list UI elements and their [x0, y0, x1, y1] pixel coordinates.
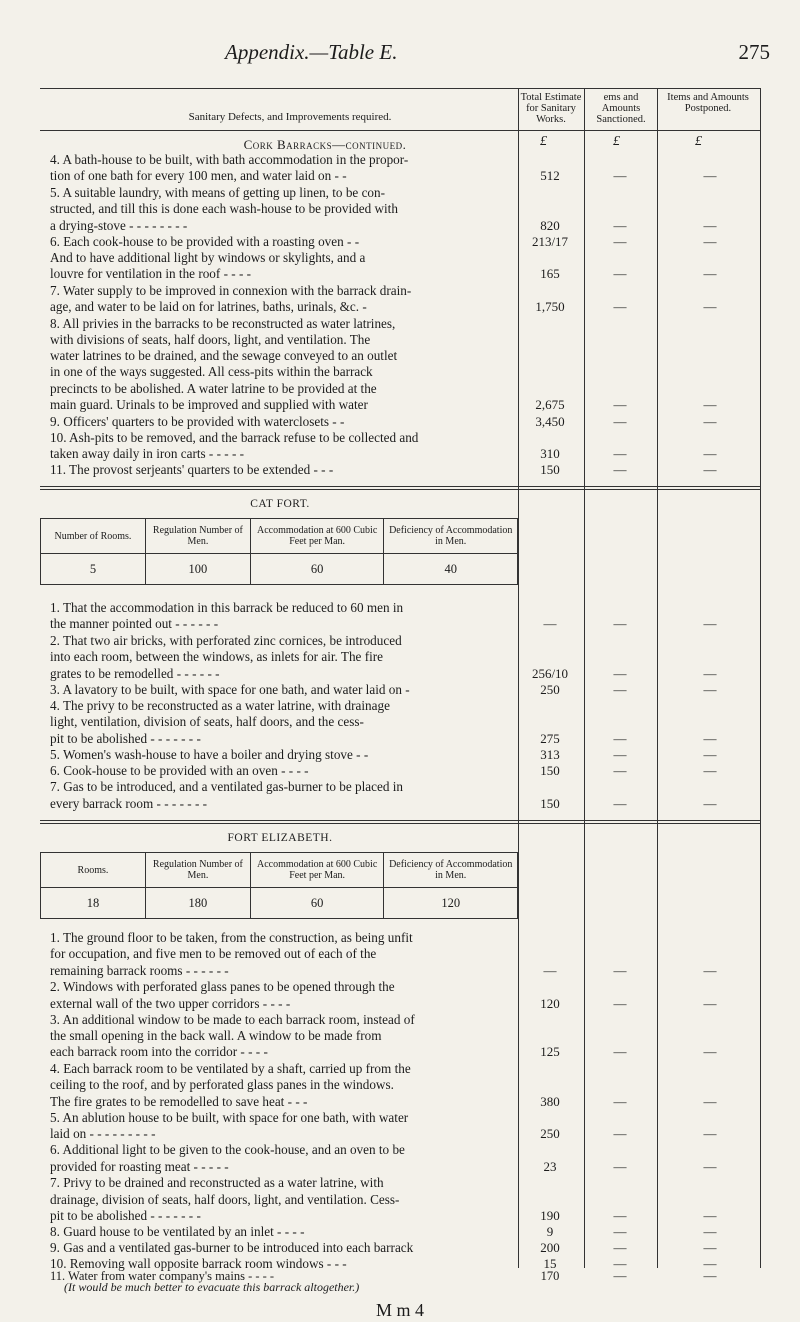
dash-mark: —: [613, 1268, 627, 1283]
dash-mark: —: [703, 218, 717, 233]
dash-mark: —: [703, 299, 717, 314]
table-cell: 180: [145, 888, 250, 919]
dash-mark: —: [613, 1044, 627, 1059]
dash-mark: —: [703, 234, 717, 249]
fort-elizabeth-line: 9. Gas and a ventilated gas-burner to be introduced into each barrack: [50, 1240, 414, 1255]
fort-elizabeth-line: 10. Removing wall opposite barrack room windows - - -: [50, 1256, 347, 1271]
dash-mark: —: [703, 796, 717, 811]
dash-mark: —: [703, 266, 717, 281]
cork-line: And to have additional light by windows or skylights, and a: [50, 250, 366, 265]
column-header-sanctioned: ems and Amounts Sanctioned.: [596, 92, 646, 125]
table-header: Rooms.: [41, 853, 146, 888]
cork-amount: 310: [540, 446, 560, 461]
currency-postponed: £: [695, 134, 702, 149]
fort-elizabeth-last-amount: 170: [540, 1269, 560, 1283]
cat-fort-line: 6. Cook-house to be provided with an oven - - - -: [50, 763, 309, 778]
cork-line: 6. Each cook-house to be provided with a roasting oven - -: [50, 234, 360, 249]
right-edge-rule: [760, 88, 761, 1268]
table-cell: 60: [250, 554, 384, 585]
dash-mark: —: [703, 763, 717, 778]
cat-fort-amount: 256/10: [531, 666, 569, 681]
dash-mark: —: [703, 1240, 717, 1255]
table-header: Regulation Number of Men.: [145, 853, 250, 888]
dash-mark: —: [703, 996, 717, 1011]
fort-elizabeth-line: 7. Privy to be drained and reconstructed as a water latrine, with: [50, 1175, 384, 1190]
dash-mark: —: [703, 1094, 717, 1109]
dash-mark: —: [613, 747, 627, 762]
cork-amount: 150: [540, 462, 560, 477]
cat-fort-line: 2. That two air bricks, with perforated zinc cornices, be introduced: [50, 633, 402, 648]
column-divider-1: [518, 88, 519, 1268]
dash-mark: —: [613, 1159, 627, 1174]
cat-fort-amount: 313: [540, 747, 560, 762]
cork-line: 8. All privies in the barracks to be reconstructed as water latrines,: [50, 316, 396, 331]
dash-mark: —: [613, 299, 627, 314]
fort-elizabeth-title: FORT ELIZABETH.: [227, 832, 333, 844]
table-cell: 60: [250, 888, 384, 919]
dash-mark: —: [613, 666, 627, 681]
cat-fort-line: pit to be abolished - - - - - - -: [50, 731, 201, 746]
cork-line: water latrines to be drained, and the sewage conveyed to an outlet: [50, 348, 398, 363]
cork-line: with divisions of seats, half doors, light, and ventilation. The: [50, 332, 371, 347]
fort-elizabeth-last-line: 11. Water from water company's mains - - - -: [50, 1269, 275, 1283]
dash-mark: —: [613, 446, 627, 461]
cork-amount: 213/17: [531, 234, 569, 249]
table-top-rule: [40, 88, 760, 89]
cork-line: precincts to be abolished. A water latrine to be provided at the: [50, 381, 377, 396]
dash-mark: —: [613, 996, 627, 1011]
dash-mark: —: [613, 1256, 627, 1271]
dash-mark: —: [703, 446, 717, 461]
cat-fort-line: 4. The privy to be reconstructed as a water latrine, with drainage: [50, 698, 390, 713]
fort-elizabeth-line: remaining barrack rooms - - - - - -: [50, 963, 229, 978]
cork-line: 4. A bath-house to be built, with bath accommodation in the propor-: [50, 152, 409, 167]
fort-elizabeth-line: external wall of the two upper corridors - - - -: [50, 996, 291, 1011]
fort-elizabeth-line: pit to be abolished - - - - - - -: [50, 1208, 201, 1223]
cork-amount: 820: [540, 218, 560, 233]
cork-line: tion of one bath for every 100 men, and water laid on - -: [50, 168, 347, 183]
fort-elizabeth-line: for occupation, and five men to be removed out of each of the: [50, 946, 377, 961]
dash-mark: —: [543, 963, 557, 978]
dash-mark: —: [613, 462, 627, 477]
dash-mark: —: [703, 1208, 717, 1223]
cork-line: 11. The provost serjeants' quarters to be extended - - -: [50, 462, 334, 477]
column-divider-3: [657, 88, 658, 1268]
fort-elizabeth-amount: 120: [540, 996, 560, 1011]
fort-elizabeth-line: 8. Guard house to be ventilated by an inlet - - - -: [50, 1224, 305, 1239]
cork-line: in one of the ways suggested. All cess-pits within the barrack: [50, 364, 373, 379]
table-header: Deficiency of Accommodation in Men.: [384, 519, 518, 554]
dash-mark: —: [613, 963, 627, 978]
fort-elizabeth-line: provided for roasting meat - - - - -: [50, 1159, 229, 1174]
dash-mark: —: [613, 1224, 627, 1239]
cat-fort-title: CAT FORT.: [250, 498, 310, 510]
fort-elizabeth-amount: 190: [540, 1208, 560, 1223]
dash-mark: —: [613, 168, 627, 183]
dash-mark: —: [703, 1224, 717, 1239]
page-number: 275: [738, 40, 770, 64]
table-header: Deficiency of Accommodation in Men.: [384, 853, 518, 888]
cork-amount: 165: [540, 266, 560, 281]
cat-fort-line: 1. That the accommodation in this barrack be reduced to 60 men in: [50, 600, 404, 615]
fort-elizabeth-stats-table: [40, 852, 518, 919]
cork-line: 10. Ash-pits to be removed, and the barrack refuse to be collected and: [50, 430, 419, 445]
cat-fort-line: light, ventilation, division of seats, half doors, and the cess-: [50, 714, 364, 729]
fort-elizabeth-line: 5. An ablution house to be built, with space for one bath, with water: [50, 1110, 409, 1125]
table-cell: 18: [41, 888, 146, 919]
dash-mark: —: [613, 763, 627, 778]
dash-mark: —: [613, 1240, 627, 1255]
dash-mark: —: [703, 397, 717, 412]
column-header-defects: Sanitary Defects, and Improvements required.: [188, 111, 392, 123]
cork-line: louvre for ventilation in the roof - - - -: [50, 266, 252, 281]
fort-elizabeth-amount: 125: [540, 1044, 560, 1059]
cork-amount: 1,750: [535, 299, 565, 314]
cork-line: age, and water to be laid on for latrines, baths, urinals, &c. -: [50, 299, 367, 314]
fort-elizabeth-amount: 15: [543, 1256, 557, 1271]
column-divider-2: [584, 88, 585, 1268]
cork-amount: 2,675: [535, 397, 565, 412]
dash-mark: —: [703, 1126, 717, 1141]
dash-mark: —: [543, 616, 557, 631]
dash-mark: —: [703, 1268, 717, 1283]
fort-elizabeth-line: The fire grates to be remodelled to save heat - - -: [50, 1094, 308, 1109]
cat-fort-line: the manner pointed out - - - - - -: [50, 616, 219, 631]
cat-fort-amount: 275: [540, 731, 560, 746]
dash-mark: —: [703, 168, 717, 183]
cat-fort-amount: 150: [540, 763, 560, 778]
fort-elizabeth-line: drainage, division of seats, half doors, light, and ventilation. Cess-: [50, 1192, 400, 1207]
dash-mark: —: [703, 1044, 717, 1059]
dash-mark: —: [613, 266, 627, 281]
cork-amount: 3,450: [535, 414, 565, 429]
cork-line: main guard. Urinals to be improved and supplied with water: [50, 397, 368, 412]
cat-fort-stats-table: [40, 518, 518, 585]
header-bottom-rule: [40, 130, 760, 131]
fort-elizabeth-line: 3. An additional window to be made to each barrack room, instead of: [50, 1012, 415, 1027]
table-cell: 40: [384, 554, 518, 585]
table-header: Accommodation at 600 Cubic Feet per Man.: [250, 519, 384, 554]
fort-elizabeth-amount: 250: [540, 1126, 560, 1141]
dash-mark: —: [703, 747, 717, 762]
column-header-postponed: Items and Amounts Postponed.: [667, 92, 749, 114]
fort-elizabeth-amount: 380: [540, 1094, 560, 1109]
cat-fort-amount: 250: [540, 682, 560, 697]
fort-elizabeth-amount: 200: [540, 1240, 560, 1255]
cat-fort-amount: 150: [540, 796, 560, 811]
dash-mark: —: [703, 682, 717, 697]
dash-mark: —: [703, 963, 717, 978]
dash-mark: —: [613, 616, 627, 631]
fort-elizabeth-line: 4. Each barrack room to be ventilated by a shaft, carried up from the: [50, 1061, 411, 1076]
cork-line: 9. Officers' quarters to be provided with waterclosets - -: [50, 414, 345, 429]
fort-elizabeth-line: 6. Additional light to be given to the cook-house, and an oven to be: [50, 1142, 405, 1157]
fort-elizabeth-line: ceiling to the roof, and by perforated glass panes in the windows.: [50, 1077, 394, 1092]
dash-mark: —: [703, 1159, 717, 1174]
dash-mark: —: [613, 731, 627, 746]
fort-elizabeth-amount: 9: [546, 1224, 554, 1239]
signature-mark: M m 4: [375, 1300, 424, 1320]
fort-elizabeth-line: 1. The ground floor to be taken, from the construction, as being unfit: [50, 930, 413, 945]
dash-mark: —: [613, 234, 627, 249]
cork-line: a drying-stove - - - - - - - -: [50, 218, 188, 233]
table-header: Accommodation at 600 Cubic Feet per Man.: [250, 853, 384, 888]
fort-elizabeth-amount: 23: [543, 1159, 557, 1174]
table-cell: 5: [41, 554, 146, 585]
table-header: Regulation Number of Men.: [145, 519, 250, 554]
fort-elizabeth-line: each barrack room into the corridor - - - -: [50, 1044, 268, 1059]
dash-mark: —: [613, 397, 627, 412]
currency-sanctioned: £: [613, 134, 620, 149]
table-cell: 120: [384, 888, 518, 919]
dash-mark: —: [613, 1094, 627, 1109]
section-divider: [40, 486, 760, 490]
dash-mark: —: [613, 218, 627, 233]
cat-fort-line: into each room, between the windows, as inlets for air. The fire: [50, 649, 384, 664]
fort-elizabeth-line: laid on - - - - - - - - -: [50, 1126, 156, 1141]
cat-fort-line: 7. Gas to be introduced, and a ventilated gas-burner to be placed in: [50, 779, 404, 794]
dash-mark: —: [703, 462, 717, 477]
dash-mark: —: [613, 414, 627, 429]
column-header-estimate: Total Estimate for Sanitary Works.: [520, 92, 582, 125]
dash-mark: —: [613, 1208, 627, 1223]
dash-mark: —: [613, 796, 627, 811]
dash-mark: —: [703, 666, 717, 681]
fort-elizabeth-line: the small opening in the back wall. A window to be made from: [50, 1028, 382, 1043]
cork-amount: 512: [540, 168, 560, 183]
currency-estimate: £: [540, 134, 547, 149]
cork-line: 7. Water supply to be improved in connexion with the barrack drain-: [50, 283, 412, 298]
dash-mark: —: [613, 1126, 627, 1141]
dash-mark: —: [703, 616, 717, 631]
table-header: Number of Rooms.: [41, 519, 146, 554]
cat-fort-line: 5. Women's wash-house to have a boiler and drying stove - -: [50, 747, 369, 762]
cork-line: taken away daily in iron carts - - - - -: [50, 446, 245, 461]
cat-fort-line: every barrack room - - - - - - -: [50, 796, 208, 811]
running-title: Appendix.—Table E.: [225, 40, 398, 64]
cork-barracks-title: Cork Barracks—continued.: [243, 137, 407, 152]
cork-line: 5. A suitable laundry, with means of getting up linen, to be con-: [50, 185, 385, 200]
cork-line: structed, and till this is done each wash-house to be provided with: [50, 201, 398, 216]
cat-fort-line: 3. A lavatory to be built, with space for one bath, and water laid on -: [50, 682, 410, 697]
section-divider: [40, 820, 760, 824]
dash-mark: —: [703, 414, 717, 429]
dash-mark: —: [703, 731, 717, 746]
dash-mark: —: [613, 682, 627, 697]
cat-fort-line: grates to be remodelled - - - - - -: [50, 666, 220, 681]
table-cell: 100: [145, 554, 250, 585]
fort-elizabeth-note: (It would be much better to evacuate this barrack altogether.): [64, 1280, 360, 1294]
dash-mark: —: [703, 1256, 717, 1271]
fort-elizabeth-line: 2. Windows with perforated glass panes to be opened through the: [50, 979, 395, 994]
page-header: [0, 40, 800, 70]
